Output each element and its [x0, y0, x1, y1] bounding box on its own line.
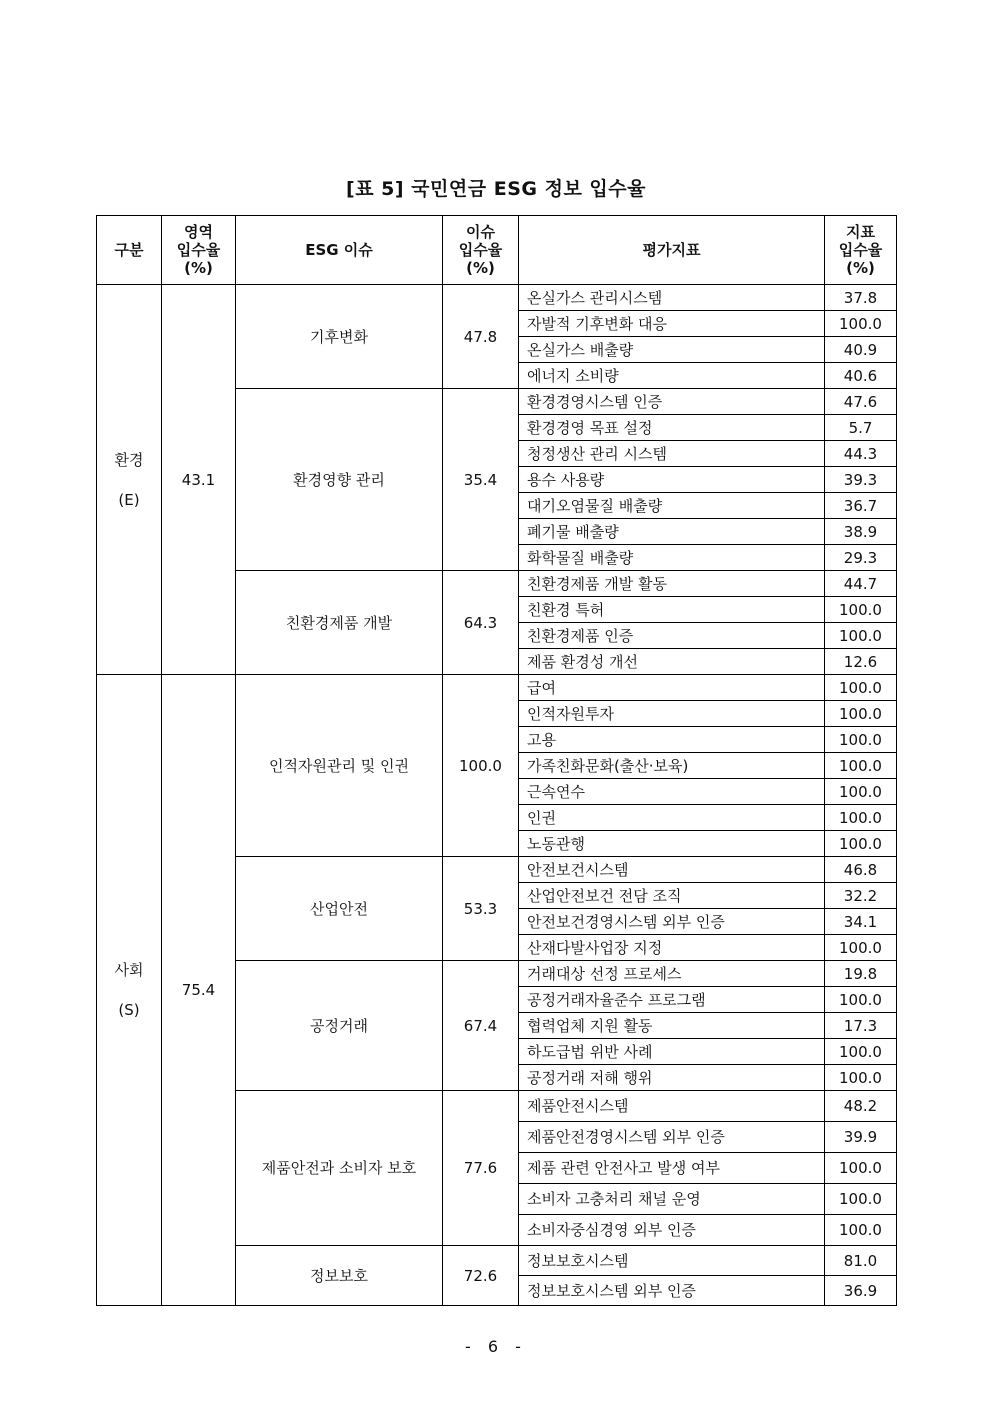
indicator-name-cell: 공정거래 저해 행위	[519, 1065, 825, 1091]
indicator-name-cell: 소비자 고충처리 채널 운영	[519, 1184, 825, 1215]
indicator-name-cell: 협력업체 지원 활동	[519, 1013, 825, 1039]
indicator-rate-cell: 100.0	[825, 779, 897, 805]
header-indicator: 평가지표	[519, 216, 825, 285]
table-row	[97, 285, 897, 311]
category-name: 사회	[114, 961, 144, 979]
area-rate-cell: 43.1	[162, 285, 236, 675]
issue-name-cell: 환경영향 관리	[236, 389, 443, 571]
area-rate-cell: 75.4	[162, 675, 236, 1306]
category-cell	[97, 675, 162, 1306]
indicator-rate-cell: 39.3	[825, 467, 897, 493]
indicator-rate-cell: 100.0	[825, 623, 897, 649]
indicator-name-cell: 친환경제품 인증	[519, 623, 825, 649]
page-number: - 6 -	[465, 1337, 527, 1356]
issue-rate-cell: 72.6	[443, 1246, 519, 1306]
indicator-rate-cell: 100.0	[825, 1215, 897, 1246]
indicator-rate-cell: 48.2	[825, 1091, 897, 1122]
issue-name-cell: 기후변화	[236, 285, 443, 389]
indicator-rate-cell: 5.7	[825, 415, 897, 441]
issue-rate-cell: 53.3	[443, 857, 519, 961]
table-header-row	[97, 216, 897, 285]
indicator-name-cell: 근속연수	[519, 779, 825, 805]
indicator-rate-cell: 100.0	[825, 1065, 897, 1091]
indicator-rate-cell: 100.0	[825, 701, 897, 727]
indicator-name-cell: 환경경영 목표 설정	[519, 415, 825, 441]
indicator-name-cell: 폐기물 배출량	[519, 519, 825, 545]
esg-info-table	[96, 215, 897, 1306]
indicator-name-cell: 거래대상 선정 프로세스	[519, 961, 825, 987]
indicator-rate-cell: 40.9	[825, 337, 897, 363]
indicator-rate-cell: 100.0	[825, 805, 897, 831]
indicator-rate-cell: 100.0	[825, 935, 897, 961]
indicator-rate-cell: 100.0	[825, 987, 897, 1013]
header-indicator-rate: 지표 입수율 (%)	[825, 216, 897, 285]
indicator-rate-cell: 100.0	[825, 1153, 897, 1184]
indicator-name-cell: 온실가스 관리시스템	[519, 285, 825, 311]
indicator-name-cell: 산재다발사업장 지정	[519, 935, 825, 961]
header-issue-rate: 이슈 입수율 (%)	[443, 216, 519, 285]
indicator-name-cell: 하도급법 위반 사례	[519, 1039, 825, 1065]
indicator-rate-cell: 100.0	[825, 753, 897, 779]
indicator-name-cell: 인권	[519, 805, 825, 831]
issue-name-cell: 친환경제품 개발	[236, 571, 443, 675]
indicator-name-cell: 가족친화문화(출산·보육)	[519, 753, 825, 779]
indicator-name-cell: 산업안전보건 전담 조직	[519, 883, 825, 909]
indicator-name-cell: 노동관행	[519, 831, 825, 857]
issue-name-cell: 산업안전	[236, 857, 443, 961]
indicator-name-cell: 용수 사용량	[519, 467, 825, 493]
header-area-rate: 영역 입수율 (%)	[162, 216, 236, 285]
issue-name-cell: 공정거래	[236, 961, 443, 1091]
indicator-rate-cell: 17.3	[825, 1013, 897, 1039]
indicator-name-cell: 친환경제품 개발 활동	[519, 571, 825, 597]
indicator-rate-cell: 44.3	[825, 441, 897, 467]
indicator-rate-cell: 38.9	[825, 519, 897, 545]
indicator-name-cell: 화학물질 배출량	[519, 545, 825, 571]
indicator-rate-cell: 47.6	[825, 389, 897, 415]
indicator-rate-cell: 39.9	[825, 1122, 897, 1153]
header-category: 구분	[97, 216, 162, 285]
indicator-rate-cell: 40.6	[825, 363, 897, 389]
indicator-name-cell: 인적자원투자	[519, 701, 825, 727]
category-code: (E)	[118, 490, 140, 509]
category-name: 환경	[114, 450, 144, 469]
issue-name-cell: 정보보호	[236, 1246, 443, 1306]
indicator-name-cell: 제품 환경성 개선	[519, 649, 825, 675]
category-code: (S)	[118, 1001, 140, 1019]
indicator-name-cell: 환경경영시스템 인증	[519, 389, 825, 415]
indicator-rate-cell: 100.0	[825, 597, 897, 623]
indicator-name-cell: 급여	[519, 675, 825, 701]
issue-rate-cell: 47.8	[443, 285, 519, 389]
indicator-rate-cell: 19.8	[825, 961, 897, 987]
indicator-name-cell: 고용	[519, 727, 825, 753]
indicator-rate-cell: 100.0	[825, 311, 897, 337]
issue-name-cell: 제품안전과 소비자 보호	[236, 1091, 443, 1246]
indicator-rate-cell: 32.2	[825, 883, 897, 909]
indicator-rate-cell: 37.8	[825, 285, 897, 311]
indicator-name-cell: 제품안전경영시스템 외부 인증	[519, 1122, 825, 1153]
indicator-name-cell: 자발적 기후변화 대응	[519, 311, 825, 337]
indicator-name-cell: 친환경 특허	[519, 597, 825, 623]
indicator-rate-cell: 46.8	[825, 857, 897, 883]
issue-rate-cell: 35.4	[443, 389, 519, 571]
indicator-name-cell: 안전보건경영시스템 외부 인증	[519, 909, 825, 935]
indicator-rate-cell: 12.6	[825, 649, 897, 675]
table-body	[97, 285, 897, 1306]
table-row	[97, 675, 897, 701]
indicator-name-cell: 정보보호시스템 외부 인증	[519, 1276, 825, 1306]
indicator-rate-cell: 100.0	[825, 831, 897, 857]
issue-rate-cell: 67.4	[443, 961, 519, 1091]
indicator-name-cell: 온실가스 배출량	[519, 337, 825, 363]
indicator-rate-cell: 34.1	[825, 909, 897, 935]
issue-rate-cell: 77.6	[443, 1091, 519, 1246]
indicator-name-cell: 청정생산 관리 시스템	[519, 441, 825, 467]
indicator-rate-cell: 81.0	[825, 1246, 897, 1276]
indicator-rate-cell: 100.0	[825, 1184, 897, 1215]
issue-rate-cell: 100.0	[443, 675, 519, 857]
indicator-rate-cell: 100.0	[825, 727, 897, 753]
indicator-rate-cell: 44.7	[825, 571, 897, 597]
indicator-rate-cell: 100.0	[825, 675, 897, 701]
indicator-rate-cell: 100.0	[825, 1039, 897, 1065]
indicator-name-cell: 정보보호시스템	[519, 1246, 825, 1276]
category-cell	[97, 285, 162, 675]
indicator-name-cell: 소비자중심경영 외부 인증	[519, 1215, 825, 1246]
indicator-name-cell: 제품안전시스템	[519, 1091, 825, 1122]
issue-name-cell: 인적자원관리 및 인권	[236, 675, 443, 857]
indicator-rate-cell: 29.3	[825, 545, 897, 571]
table-title: [표 5] 국민연금 ESG 정보 입수율	[346, 178, 646, 200]
indicator-name-cell: 에너지 소비량	[519, 363, 825, 389]
indicator-rate-cell: 36.7	[825, 493, 897, 519]
header-issue: ESG 이슈	[236, 216, 443, 285]
indicator-name-cell: 안전보건시스템	[519, 857, 825, 883]
indicator-name-cell: 제품 관련 안전사고 발생 여부	[519, 1153, 825, 1184]
issue-rate-cell: 64.3	[443, 571, 519, 675]
indicator-rate-cell: 36.9	[825, 1276, 897, 1306]
indicator-name-cell: 대기오염물질 배출량	[519, 493, 825, 519]
indicator-name-cell: 공정거래자율준수 프로그램	[519, 987, 825, 1013]
